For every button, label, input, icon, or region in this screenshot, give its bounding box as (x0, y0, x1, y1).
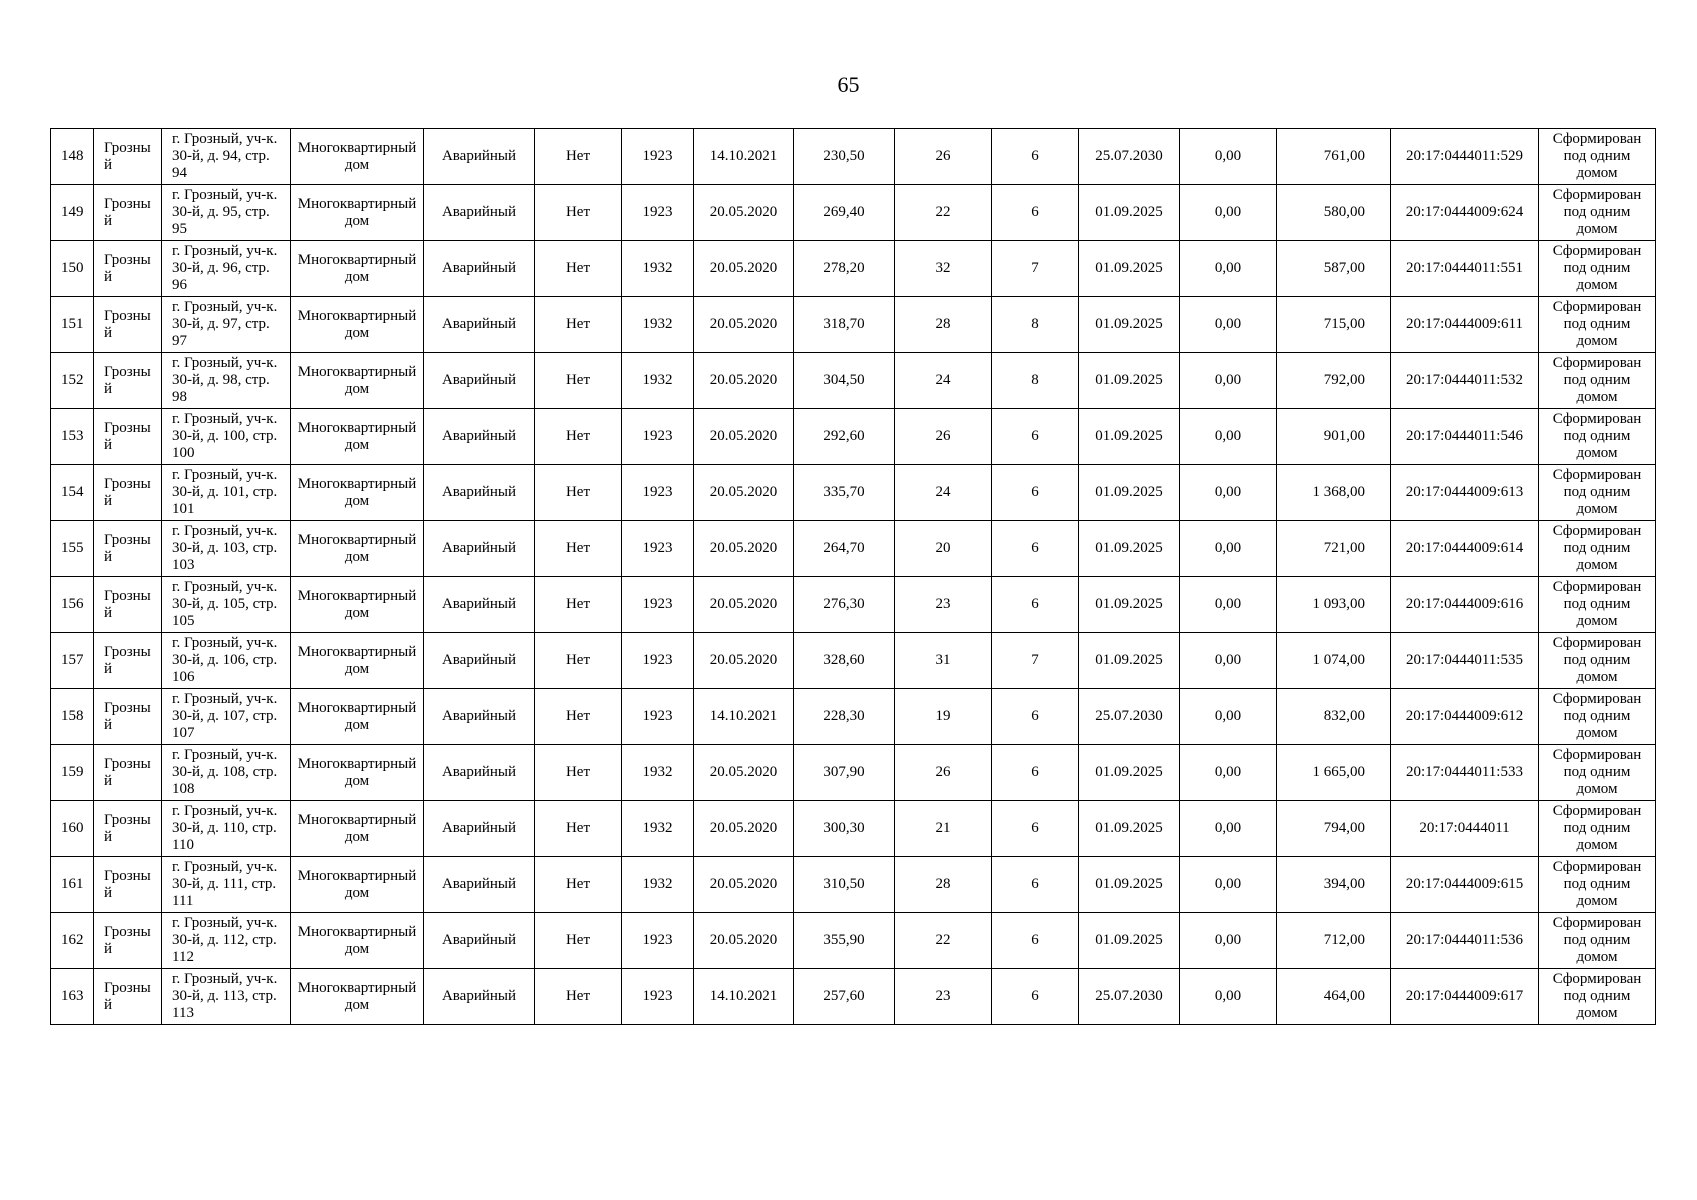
cell-cadastral-number: 20:17:0444011:533 (1391, 745, 1539, 801)
cell-year: 1923 (622, 577, 694, 633)
cell-area: 278,20 (794, 241, 895, 297)
table-row (51, 465, 1656, 521)
cell-deadline: 01.09.2025 (1079, 745, 1180, 801)
cell-deadline: 01.09.2025 (1079, 577, 1180, 633)
table-row (51, 185, 1656, 241)
cell-city: Грозный (94, 297, 162, 353)
cell-value-2: 1 665,00 (1277, 745, 1391, 801)
cell-condition: Аварийный (424, 857, 535, 913)
cell-date: 20.05.2020 (694, 521, 794, 577)
cell-date: 14.10.2021 (694, 689, 794, 745)
cell-residents: 22 (895, 913, 992, 969)
cell-year: 1923 (622, 913, 694, 969)
cell-row-number: 154 (51, 465, 94, 521)
cell-status: Сформирован под одним домом (1539, 129, 1656, 185)
cell-area: 307,90 (794, 745, 895, 801)
cell-count: 7 (992, 633, 1079, 689)
cell-area: 230,50 (794, 129, 895, 185)
cell-status: Сформирован под одним домом (1539, 409, 1656, 465)
page-number: 65 (837, 72, 860, 97)
cell-residents: 21 (895, 801, 992, 857)
table-row (51, 633, 1656, 689)
cell-value-1: 0,00 (1180, 577, 1277, 633)
table-row (51, 353, 1656, 409)
cell-residents: 23 (895, 577, 992, 633)
table-row (51, 297, 1656, 353)
cell-date: 20.05.2020 (694, 465, 794, 521)
table-row (51, 801, 1656, 857)
cell-condition: Аварийный (424, 633, 535, 689)
cell-flag: Нет (535, 297, 622, 353)
cell-building-type: Многоквартирный дом (291, 577, 424, 633)
cell-address: г. Грозный, уч-к. 30-й, д. 94, стр. 94 (162, 129, 291, 185)
cell-residents: 24 (895, 465, 992, 521)
cell-cadastral-number: 20:17:0444009:617 (1391, 969, 1539, 1025)
cell-value-1: 0,00 (1180, 913, 1277, 969)
table-row (51, 913, 1656, 969)
cell-value-1: 0,00 (1180, 745, 1277, 801)
cell-cadastral-number: 20:17:0444011:536 (1391, 913, 1539, 969)
cell-flag: Нет (535, 969, 622, 1025)
cell-deadline: 25.07.2030 (1079, 969, 1180, 1025)
cell-value-1: 0,00 (1180, 353, 1277, 409)
cell-deadline: 25.07.2030 (1079, 689, 1180, 745)
cell-area: 257,60 (794, 969, 895, 1025)
cell-building-type: Многоквартирный дом (291, 801, 424, 857)
cell-area: 276,30 (794, 577, 895, 633)
cell-value-1: 0,00 (1180, 185, 1277, 241)
cell-year: 1923 (622, 521, 694, 577)
cell-deadline: 01.09.2025 (1079, 521, 1180, 577)
cell-residents: 22 (895, 185, 992, 241)
cell-flag: Нет (535, 241, 622, 297)
cell-address: г. Грозный, уч-к. 30-й, д. 95, стр. 95 (162, 185, 291, 241)
cell-residents: 20 (895, 521, 992, 577)
cell-city: Грозный (94, 801, 162, 857)
cell-residents: 26 (895, 129, 992, 185)
cell-address: г. Грозный, уч-к. 30-й, д. 96, стр. 96 (162, 241, 291, 297)
cell-address: г. Грозный, уч-к. 30-й, д. 105, стр. 105 (162, 577, 291, 633)
cell-value-1: 0,00 (1180, 409, 1277, 465)
cell-city: Грозный (94, 241, 162, 297)
cell-flag: Нет (535, 633, 622, 689)
cell-deadline: 01.09.2025 (1079, 633, 1180, 689)
cell-status: Сформирован под одним домом (1539, 689, 1656, 745)
cell-building-type: Многоквартирный дом (291, 689, 424, 745)
cell-residents: 24 (895, 353, 992, 409)
table-row (51, 689, 1656, 745)
cell-city: Грозный (94, 521, 162, 577)
cell-area: 310,50 (794, 857, 895, 913)
cell-status: Сформирован под одним домом (1539, 465, 1656, 521)
cell-city: Грозный (94, 633, 162, 689)
cell-condition: Аварийный (424, 241, 535, 297)
cell-status: Сформирован под одним домом (1539, 353, 1656, 409)
cell-flag: Нет (535, 857, 622, 913)
cell-cadastral-number: 20:17:0444009:613 (1391, 465, 1539, 521)
cell-deadline: 01.09.2025 (1079, 241, 1180, 297)
cell-date: 20.05.2020 (694, 633, 794, 689)
table-body (51, 129, 1656, 1025)
cell-area: 304,50 (794, 353, 895, 409)
cell-count: 6 (992, 745, 1079, 801)
cell-flag: Нет (535, 129, 622, 185)
cell-row-number: 159 (51, 745, 94, 801)
cell-date: 20.05.2020 (694, 409, 794, 465)
cell-area: 335,70 (794, 465, 895, 521)
cell-value-1: 0,00 (1180, 521, 1277, 577)
cell-address: г. Грозный, уч-к. 30-й, д. 107, стр. 107 (162, 689, 291, 745)
cell-cadastral-number: 20:17:0444009:612 (1391, 689, 1539, 745)
cell-date: 14.10.2021 (694, 969, 794, 1025)
cell-count: 6 (992, 521, 1079, 577)
cell-building-type: Многоквартирный дом (291, 465, 424, 521)
cell-year: 1923 (622, 409, 694, 465)
cell-row-number: 160 (51, 801, 94, 857)
cell-condition: Аварийный (424, 297, 535, 353)
cell-address: г. Грозный, уч-к. 30-й, д. 108, стр. 108 (162, 745, 291, 801)
cell-count: 6 (992, 465, 1079, 521)
cell-row-number: 150 (51, 241, 94, 297)
cell-city: Грозный (94, 185, 162, 241)
cell-year: 1923 (622, 969, 694, 1025)
cell-residents: 26 (895, 745, 992, 801)
cell-date: 20.05.2020 (694, 241, 794, 297)
cell-year: 1932 (622, 745, 694, 801)
cell-count: 6 (992, 969, 1079, 1025)
cell-condition: Аварийный (424, 577, 535, 633)
cell-condition: Аварийный (424, 521, 535, 577)
cell-date: 20.05.2020 (694, 577, 794, 633)
cell-flag: Нет (535, 689, 622, 745)
cell-residents: 32 (895, 241, 992, 297)
cell-cadastral-number: 20:17:0444011:532 (1391, 353, 1539, 409)
cell-value-2: 1 074,00 (1277, 633, 1391, 689)
cell-row-number: 161 (51, 857, 94, 913)
cell-building-type: Многоквартирный дом (291, 969, 424, 1025)
cell-value-2: 712,00 (1277, 913, 1391, 969)
cell-value-2: 587,00 (1277, 241, 1391, 297)
cell-date: 20.05.2020 (694, 801, 794, 857)
cell-value-2: 721,00 (1277, 521, 1391, 577)
cell-year: 1932 (622, 297, 694, 353)
cell-flag: Нет (535, 409, 622, 465)
cell-condition: Аварийный (424, 913, 535, 969)
cell-condition: Аварийный (424, 745, 535, 801)
cell-area: 269,40 (794, 185, 895, 241)
cell-value-2: 1 093,00 (1277, 577, 1391, 633)
cell-address: г. Грозный, уч-к. 30-й, д. 106, стр. 106 (162, 633, 291, 689)
cell-year: 1932 (622, 353, 694, 409)
table-row (51, 969, 1656, 1025)
cell-residents: 31 (895, 633, 992, 689)
cell-flag: Нет (535, 185, 622, 241)
cell-area: 292,60 (794, 409, 895, 465)
cell-cadastral-number: 20:17:0444011:535 (1391, 633, 1539, 689)
cell-city: Грозный (94, 689, 162, 745)
cell-address: г. Грозный, уч-к. 30-й, д. 111, стр. 111 (162, 857, 291, 913)
cell-date: 20.05.2020 (694, 913, 794, 969)
cell-building-type: Многоквартирный дом (291, 409, 424, 465)
cell-value-1: 0,00 (1180, 857, 1277, 913)
cell-building-type: Многоквартирный дом (291, 353, 424, 409)
cell-status: Сформирован под одним домом (1539, 185, 1656, 241)
cell-status: Сформирован под одним домом (1539, 633, 1656, 689)
cell-city: Грозный (94, 913, 162, 969)
cell-value-2: 1 368,00 (1277, 465, 1391, 521)
cell-cadastral-number: 20:17:0444009:616 (1391, 577, 1539, 633)
cell-count: 6 (992, 801, 1079, 857)
cell-count: 6 (992, 129, 1079, 185)
cell-cadastral-number: 20:17:0444011:546 (1391, 409, 1539, 465)
cell-condition: Аварийный (424, 409, 535, 465)
cell-cadastral-number: 20:17:0444009:611 (1391, 297, 1539, 353)
cell-year: 1923 (622, 129, 694, 185)
cell-deadline: 01.09.2025 (1079, 857, 1180, 913)
cell-address: г. Грозный, уч-к. 30-й, д. 103, стр. 103 (162, 521, 291, 577)
cell-building-type: Многоквартирный дом (291, 857, 424, 913)
cell-date: 20.05.2020 (694, 745, 794, 801)
cell-building-type: Многоквартирный дом (291, 521, 424, 577)
cell-value-1: 0,00 (1180, 633, 1277, 689)
cell-status: Сформирован под одним домом (1539, 297, 1656, 353)
cell-condition: Аварийный (424, 969, 535, 1025)
cell-deadline: 01.09.2025 (1079, 353, 1180, 409)
cell-cadastral-number: 20:17:0444009:615 (1391, 857, 1539, 913)
cell-deadline: 01.09.2025 (1079, 409, 1180, 465)
cell-city: Грозный (94, 353, 162, 409)
cell-condition: Аварийный (424, 465, 535, 521)
cell-value-1: 0,00 (1180, 689, 1277, 745)
cell-building-type: Многоквартирный дом (291, 129, 424, 185)
cell-date: 20.05.2020 (694, 353, 794, 409)
cell-value-2: 715,00 (1277, 297, 1391, 353)
cell-value-2: 792,00 (1277, 353, 1391, 409)
cell-date: 20.05.2020 (694, 297, 794, 353)
cell-flag: Нет (535, 465, 622, 521)
cell-value-1: 0,00 (1180, 129, 1277, 185)
cell-building-type: Многоквартирный дом (291, 241, 424, 297)
cell-count: 8 (992, 297, 1079, 353)
table-row (51, 521, 1656, 577)
cell-flag: Нет (535, 913, 622, 969)
cell-city: Грозный (94, 129, 162, 185)
cell-residents: 23 (895, 969, 992, 1025)
cell-year: 1923 (622, 185, 694, 241)
cell-condition: Аварийный (424, 353, 535, 409)
cell-status: Сформирован под одним домом (1539, 745, 1656, 801)
cell-status: Сформирован под одним домом (1539, 801, 1656, 857)
cell-building-type: Многоквартирный дом (291, 185, 424, 241)
cell-count: 6 (992, 857, 1079, 913)
cell-address: г. Грозный, уч-к. 30-й, д. 98, стр. 98 (162, 353, 291, 409)
cell-value-1: 0,00 (1180, 465, 1277, 521)
cell-row-number: 155 (51, 521, 94, 577)
cell-row-number: 163 (51, 969, 94, 1025)
cell-count: 8 (992, 353, 1079, 409)
cell-city: Грозный (94, 969, 162, 1025)
cell-city: Грозный (94, 465, 162, 521)
cell-residents: 28 (895, 857, 992, 913)
cell-year: 1932 (622, 801, 694, 857)
cell-status: Сформирован под одним домом (1539, 913, 1656, 969)
cell-city: Грозный (94, 409, 162, 465)
cell-area: 355,90 (794, 913, 895, 969)
cell-count: 6 (992, 913, 1079, 969)
cell-deadline: 01.09.2025 (1079, 185, 1180, 241)
cell-value-2: 394,00 (1277, 857, 1391, 913)
cell-building-type: Многоквартирный дом (291, 633, 424, 689)
cell-building-type: Многоквартирный дом (291, 297, 424, 353)
cell-status: Сформирован под одним домом (1539, 241, 1656, 297)
cell-year: 1932 (622, 857, 694, 913)
cell-deadline: 25.07.2030 (1079, 129, 1180, 185)
cell-row-number: 152 (51, 353, 94, 409)
cell-value-2: 761,00 (1277, 129, 1391, 185)
cell-count: 6 (992, 577, 1079, 633)
cell-year: 1932 (622, 241, 694, 297)
table-row (51, 577, 1656, 633)
cell-cadastral-number: 20:17:0444009:614 (1391, 521, 1539, 577)
cell-row-number: 162 (51, 913, 94, 969)
cell-flag: Нет (535, 801, 622, 857)
cell-city: Грозный (94, 857, 162, 913)
cell-deadline: 01.09.2025 (1079, 801, 1180, 857)
cell-value-2: 794,00 (1277, 801, 1391, 857)
cell-residents: 19 (895, 689, 992, 745)
cell-status: Сформирован под одним домом (1539, 577, 1656, 633)
cell-row-number: 149 (51, 185, 94, 241)
cell-deadline: 01.09.2025 (1079, 465, 1180, 521)
cell-date: 14.10.2021 (694, 129, 794, 185)
cell-city: Грозный (94, 577, 162, 633)
cell-deadline: 01.09.2025 (1079, 913, 1180, 969)
cell-cadastral-number: 20:17:0444011:551 (1391, 241, 1539, 297)
cell-date: 20.05.2020 (694, 857, 794, 913)
cell-row-number: 151 (51, 297, 94, 353)
cell-building-type: Многоквартирный дом (291, 913, 424, 969)
cell-residents: 26 (895, 409, 992, 465)
cell-address: г. Грозный, уч-к. 30-й, д. 100, стр. 100 (162, 409, 291, 465)
cell-value-1: 0,00 (1180, 969, 1277, 1025)
cell-flag: Нет (535, 353, 622, 409)
cell-year: 1923 (622, 689, 694, 745)
cell-count: 7 (992, 241, 1079, 297)
cell-row-number: 153 (51, 409, 94, 465)
cell-flag: Нет (535, 577, 622, 633)
cell-condition: Аварийный (424, 801, 535, 857)
cell-row-number: 158 (51, 689, 94, 745)
cell-row-number: 148 (51, 129, 94, 185)
cell-residents: 28 (895, 297, 992, 353)
cell-area: 318,70 (794, 297, 895, 353)
table-row (51, 745, 1656, 801)
cell-area: 300,30 (794, 801, 895, 857)
cell-flag: Нет (535, 745, 622, 801)
cell-year: 1923 (622, 465, 694, 521)
cell-status: Сформирован под одним домом (1539, 521, 1656, 577)
cell-address: г. Грозный, уч-к. 30-й, д. 112, стр. 112 (162, 913, 291, 969)
cell-cadastral-number: 20:17:0444011:529 (1391, 129, 1539, 185)
cell-value-1: 0,00 (1180, 801, 1277, 857)
cell-flag: Нет (535, 521, 622, 577)
table-row (51, 241, 1656, 297)
cell-status: Сформирован под одним домом (1539, 857, 1656, 913)
table-row (51, 857, 1656, 913)
cell-status: Сформирован под одним домом (1539, 969, 1656, 1025)
cell-city: Грозный (94, 745, 162, 801)
cell-value-1: 0,00 (1180, 297, 1277, 353)
cell-condition: Аварийный (424, 129, 535, 185)
cell-row-number: 157 (51, 633, 94, 689)
cell-row-number: 156 (51, 577, 94, 633)
cell-value-2: 464,00 (1277, 969, 1391, 1025)
table-row (51, 129, 1656, 185)
cell-value-1: 0,00 (1180, 241, 1277, 297)
cell-count: 6 (992, 185, 1079, 241)
cell-deadline: 01.09.2025 (1079, 297, 1180, 353)
cell-condition: Аварийный (424, 185, 535, 241)
cell-count: 6 (992, 689, 1079, 745)
cell-value-2: 580,00 (1277, 185, 1391, 241)
cell-year: 1923 (622, 633, 694, 689)
cell-address: г. Грозный, уч-к. 30-й, д. 97, стр. 97 (162, 297, 291, 353)
cell-address: г. Грозный, уч-к. 30-й, д. 110, стр. 110 (162, 801, 291, 857)
cell-count: 6 (992, 409, 1079, 465)
housing-registry-table (50, 128, 1656, 1025)
cell-address: г. Грозный, уч-к. 30-й, д. 101, стр. 101 (162, 465, 291, 521)
cell-date: 20.05.2020 (694, 185, 794, 241)
cell-value-2: 832,00 (1277, 689, 1391, 745)
cell-area: 328,60 (794, 633, 895, 689)
cell-building-type: Многоквартирный дом (291, 745, 424, 801)
table-row (51, 409, 1656, 465)
cell-condition: Аварийный (424, 689, 535, 745)
cell-area: 228,30 (794, 689, 895, 745)
cell-address: г. Грозный, уч-к. 30-й, д. 113, стр. 113 (162, 969, 291, 1025)
cell-cadastral-number: 20:17:0444011 (1391, 801, 1539, 857)
cell-cadastral-number: 20:17:0444009:624 (1391, 185, 1539, 241)
cell-area: 264,70 (794, 521, 895, 577)
cell-value-2: 901,00 (1277, 409, 1391, 465)
